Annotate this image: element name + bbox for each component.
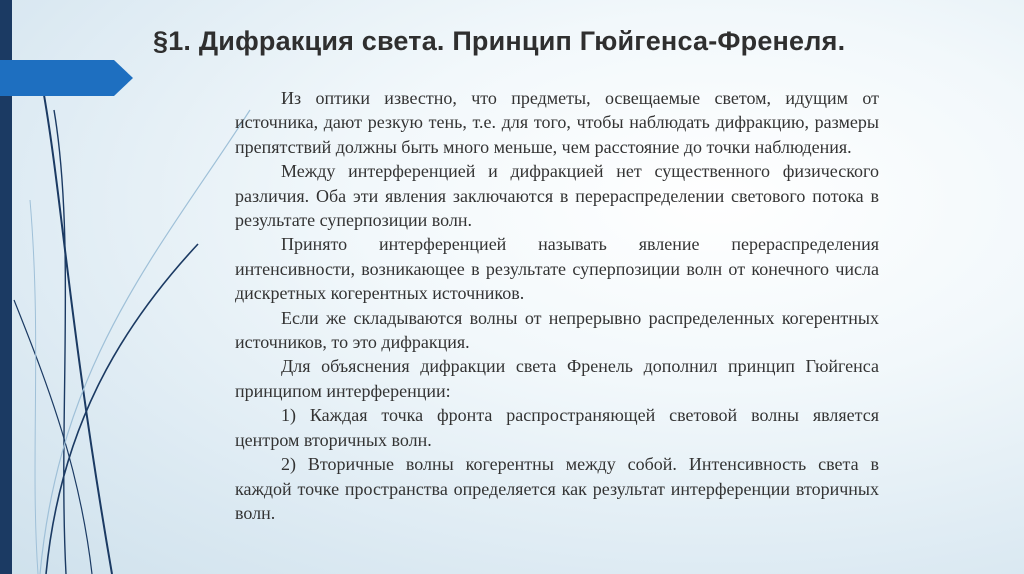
paragraph-optics: Из оптики известно, что предметы, освещаемые светом, идущим от источника, дают резкую тень, т.е. для того, чтобы наблюдать дифракцию, размеры препятствий должны быть много меньше, чем расстояние до точки наблюдения. xyxy=(235,88,879,157)
slide-body xyxy=(235,86,879,525)
curve-line-5 xyxy=(40,110,250,574)
curve-line-4 xyxy=(14,300,92,574)
slide-title: §1. Дифракция света. Принцип Гюйгенса-Френеля. xyxy=(153,26,846,56)
paragraph-diffraction-definition: Если же складываются волны от непрерывно распределенных когерентных источников, то это дифракция. xyxy=(235,307,879,353)
paragraph-principle-2: 2) Вторичные волны когерентны между собой. Интенсивность света в каждой точке пространства определяется как результат интерференции вторичных волн. xyxy=(235,454,879,523)
paragraph-interference-definition: Принято интерференцией называть явление перераспределения интенсивности, возникающее в результате суперпозиции волн от конечного числа дискретных когерентных источников. xyxy=(235,234,879,304)
paragraph-fresnel: Для объяснения дифракции света Френель дополнил принцип Гюйгенса принципом интерференции: xyxy=(235,356,879,401)
paragraph-interference-diffraction: Между интерференцией и дифракцией нет существенного физического различия. Оба эти явления заключаются в перераспределении светового потока в результате суперпозиции волн. xyxy=(235,161,879,231)
title-arrow-marker xyxy=(0,60,133,96)
curve-line-6 xyxy=(30,200,38,574)
curve-line-1 xyxy=(44,95,112,574)
paragraph-principle-1: 1) Каждая точка фронта распространяющей световой волны является центром вторичных волн. xyxy=(235,405,879,450)
curve-line-3 xyxy=(46,244,198,574)
